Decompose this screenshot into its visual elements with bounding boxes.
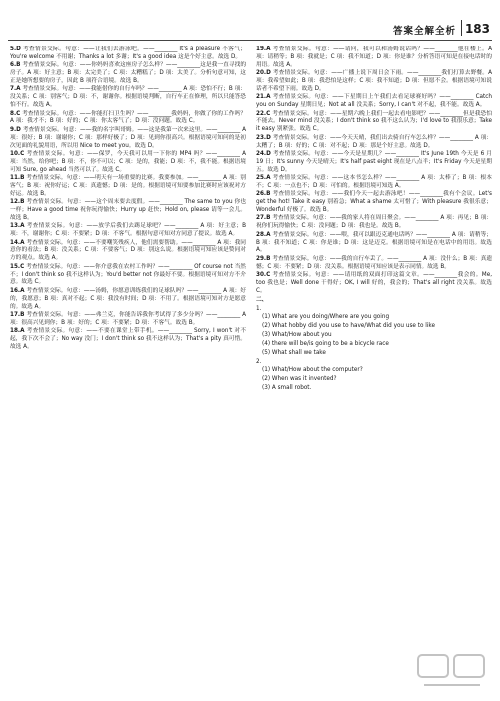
answer-number: 23.D bbox=[256, 134, 271, 141]
header-divider bbox=[461, 20, 462, 36]
answer-number: 6.B bbox=[10, 62, 21, 69]
answer-item bbox=[256, 175, 492, 191]
header-rule bbox=[8, 40, 492, 41]
watermark-logo bbox=[416, 651, 488, 691]
answer-text: 考查情景交际。句意：——我的名字叫哥姆。——这是我第一次来这里。——________ A 项：很好；B 项：谢谢你；C 项：那样好极了；D 项：见到你很高兴。根据语境可知问的是初次见面的礼貌用语，所以用 Nice to meet you。故选 D。 bbox=[10, 126, 246, 149]
answer-item bbox=[256, 111, 492, 135]
section-two-answer-line: (1) What are you doing/Where are you going bbox=[262, 314, 390, 321]
answer-number: 5.D bbox=[10, 46, 21, 52]
left-column bbox=[10, 46, 246, 694]
answer-number: 24.D bbox=[256, 150, 271, 157]
answer-number: 10.C bbox=[10, 150, 25, 157]
answer-item bbox=[10, 111, 246, 127]
answer-number: 30.C bbox=[256, 272, 271, 279]
answer-number: 22.C bbox=[256, 110, 271, 117]
answer-number: 15.C bbox=[10, 263, 25, 270]
section-two-answer-line: (2) What hobby did you use to have/What did you use to like bbox=[262, 323, 435, 330]
answer-text: 考查情景交际。句意：——你能打扫卫生吗？——________我妈妈，你做了你的工作吗？A 项：我才不；B 项：好的；C 项：你太客气了；D 项：没问题。故选 C。 bbox=[10, 110, 246, 125]
answer-item bbox=[10, 86, 246, 110]
answer-number: 25.A bbox=[256, 175, 271, 182]
section-two-title: 二、 bbox=[256, 296, 268, 303]
answer-item bbox=[10, 264, 246, 288]
answer-item bbox=[10, 46, 246, 62]
section-two-items bbox=[256, 306, 492, 393]
answer-text: 考查情景交际。句意：——保罗，今天我可以用一下你的 MP4 吗？——________ A 项：当然，给你吧；B 项：不，你不可以；C 项：是的，我能；D 项：不，我不能。根据语境可知 Sure, go ahead 当然可以了。故选 C。 bbox=[10, 150, 246, 173]
answer-text: 考查情景交际。句意：——喂，我可以跟迈克通电话吗？——________ A 项：请稍等；B 项：我不知道；C 项：你是谁；D 项：这是迈克。根据语境可知是在电话中的用语。故选 A。 bbox=[256, 231, 492, 254]
answer-text: 考查情景交际。句意：——弗兰克，你能告诉我你考试得了多少分吗？——________ A 项：很高兴见到你；B 项：好的；C 项：不要紧；D 项：不客气。故选 B。 bbox=[10, 311, 246, 326]
answer-text: 考查情景交际。句意：——今天天晴，我们出去骑自行车怎么样？——________ A 项：太糟了；B 项：好的；C 项：对不起；D 项：那是个好主意。故选 D。 bbox=[256, 134, 492, 149]
answer-item bbox=[256, 46, 492, 70]
answer-number: 17.B bbox=[10, 311, 25, 318]
answer-number: 13.A bbox=[10, 223, 25, 230]
header-title: 答案全解全析 bbox=[392, 26, 456, 37]
answer-number: 7.A bbox=[10, 86, 21, 93]
answer-item bbox=[256, 232, 492, 256]
section-two-answer-line: (3) A small robot. bbox=[262, 385, 312, 392]
answer-item bbox=[10, 151, 246, 175]
right-column bbox=[256, 46, 492, 694]
section-two-item-number: 2. bbox=[256, 358, 262, 365]
section-two-item-number: 1. bbox=[256, 305, 262, 312]
answer-text: 考查情景交际。句意：——下星期日上午我们去看足球赛好吗？——________ Catch you on Sunday 星期日见；Not at all 没关系；Sorry, I can't 对不起，我不能。故选 A。 bbox=[256, 94, 492, 109]
answer-item bbox=[256, 94, 492, 110]
answer-number: 14.A bbox=[10, 239, 25, 246]
section-two-answer-line: (4) there will be/is going to be a bicycle race bbox=[262, 340, 389, 347]
answer-number: 8.C bbox=[10, 110, 21, 117]
answer-item bbox=[10, 328, 246, 352]
section-two bbox=[256, 297, 492, 393]
answer-item bbox=[10, 240, 246, 264]
answer-number: 27.B bbox=[256, 215, 271, 222]
answer-text: 考查情景交际。句意：——这本书怎么样？——________ A 项：太棒了；B 项：根本不；C 项：一点也不；D 项：可怕的。根据语境可知选 A。 bbox=[256, 175, 492, 189]
answer-text: 考查情景交际。句意：——不要嘲笑残疾人，他们需要帮助。——________ A 项：我同意你的看法；B 项：没关系；C 项：不要客气；D 项：别这么说。根据语境可知应该是赞同对方的观点。故选 A。 bbox=[10, 239, 246, 262]
answer-number: 21.A bbox=[256, 94, 271, 101]
answer-item bbox=[10, 312, 246, 328]
answer-text: 考查情景交际。句意：——请用纸的双面打印这篇文章。——________我会的。Me, too 我也是；Well done 干得好；OK, I will 好的，我会的；That's all right 没关系。故选 C。 bbox=[256, 272, 492, 294]
answer-item bbox=[256, 135, 492, 151]
answer-text: 考查情景交际。句意：——星期六晚上我们一起去看电影吧？——________但是我恐怕不能去。Never mind 没关系；I don't think so 我不这么认为；I'd love to 我很乐意；Take it easy 别紧张。故选 C。 bbox=[256, 110, 492, 133]
page-number: 183 bbox=[464, 22, 490, 36]
answer-text: 考查情景交际。句意：——你妈妈喜欢这座房子怎么样？——________这是我一直寻找的房子。A 项：好主意；B 项：太完美了；C 项：太糟糕了；D 项：太美了。分析句意可知，这正是她所想要的房子，因此 B 项符合语境。故选 B。 bbox=[10, 62, 246, 84]
answer-item bbox=[256, 256, 492, 272]
answer-item bbox=[10, 175, 246, 199]
answer-item bbox=[10, 223, 246, 239]
answer-text: 考查情景交际。句意：——这个周末要去度假。——________ The same to you 你也一样；Have a good time 祝你玩得愉快；Hurry up 赶快；Hold on, please 请等一会儿。故选 B。 bbox=[10, 199, 246, 221]
answer-text: 考查情景交际。句意：——我的家人将在周日聚会。——________ A 项：再见；B 项：祝你们玩得愉快；C 项：没问题；D 项：我也是。故选 B。 bbox=[256, 215, 492, 230]
section-two-answer-line: (1) What/How about the computer? bbox=[262, 367, 363, 374]
answer-text: 考查情景交际。句意：——请问，我可以和汤姆说话吗？——________他在楼上。A 项：请稍等；B 项：我就是；C 项：我不知道；D 项：你是谁？分析答语可知是在接电话时的用语。故选 A。 bbox=[256, 46, 492, 68]
answer-text: 考查情景交际。句意：——让我们去游泳吧。——________ It's a pleasure 不客气；You're welcome 不用谢；Thanks a lot 多谢；It's a good idea 这是个好主意。故选 D。 bbox=[10, 46, 246, 60]
answer-number: 19.A bbox=[256, 46, 271, 52]
answer-number: 11.B bbox=[10, 175, 25, 182]
right-answers bbox=[256, 46, 492, 296]
answer-text: 考查情景交际。句意：——我的自行车丢了。——________ A 项：没什么；B 项：真遗憾；C 项：不要紧；D 项：没关系。根据语境可知应该是表示同情。故选 B。 bbox=[256, 255, 492, 270]
page-header bbox=[0, 0, 500, 44]
answer-text: 考查情景交际。句意：——明天有一场重要的比赛。我要参加。——________ A 项：别客气；B 项：祝你好运；C 项：真遗憾；D 项：是的。根据语境可知要参加比赛时应该祝对方好运。故选 B。 bbox=[10, 175, 246, 197]
answer-text: 考查情景交际。句意：——今天是星期几？——________ It's June 19th 今天是 6 月 19 日；It's sunny 今天是晴天；It's half past eight 现在是八点半；It's Friday 今天是星期五。故选 D。 bbox=[256, 150, 492, 173]
answer-text: 考查情景交际。句意：——广播上说下周日会下雨。——________我们打算去野餐。A 项：我希望如此；B 项：我恐怕是这样；C 项：我不知道；D 项：但愿不会。根据语境可知说话者不希望下雨。故选 D。 bbox=[256, 70, 492, 92]
section-two-answer-line: (5) What shall we take bbox=[262, 349, 326, 356]
answer-item bbox=[256, 191, 492, 215]
answer-number: 20.D bbox=[256, 70, 271, 77]
section-two-answer-line: (3) What/How about you bbox=[262, 332, 332, 339]
answer-item bbox=[10, 62, 246, 86]
answer-text: 考查情景交际。句意：——汤姆，你愿意训练我们的足球队吗？——________ A 项：好的，我愿意；B 项：真对不起；C 项：我没有时间；D 项：不用了。根据语境可知对方是愿意的。故选 A。 bbox=[10, 287, 246, 310]
answer-item bbox=[256, 215, 492, 231]
answer-number: 18.A bbox=[10, 328, 25, 335]
answer-item bbox=[256, 151, 492, 175]
answer-text: 考查情景交际。句意：——放学后我们去踢足球吧？——________ A 项：好主意；B 项：不，谢谢你；C 项：不要紧；D 项：不客气。根据句意可知对方同意了提议。故选 A。 bbox=[10, 223, 246, 238]
answer-item bbox=[256, 272, 492, 296]
answer-text: 考查情景交际。句意：——我能借你的自行车吗？——________ A 项：恐怕不行；B 项：没关系；C 项：别客气；D 项：不，谢谢你。根据语境判断，自行车正在修理，所以只能答恐怕不行。故选 A。 bbox=[10, 86, 246, 109]
answer-number: 16.A bbox=[10, 287, 25, 294]
answer-item bbox=[10, 127, 246, 151]
answer-text: 考查情景交际。句意：——不要在课堂上带手机。——________ Sorry, I won't 对不起，我下次不会了；No way 没门；I don't think so 我不这样认为；That's a pity 真可惜。故选 A。 bbox=[10, 328, 246, 350]
answer-number: 9.D bbox=[10, 126, 21, 133]
section-two-answer-line: (2) When was it invented? bbox=[262, 376, 337, 383]
answer-number: 28.A bbox=[256, 231, 271, 238]
answer-item bbox=[10, 199, 246, 223]
answer-text: 考查情景交际。句意：——我们今天一起去游泳吧！——________我有个会议。Let's get the hot! Take it easy 别着急；What a shame 太可惜了；With pleasure 我很乐意；Wonderful 好极了。故选 B。 bbox=[256, 191, 492, 214]
answer-number: 29.B bbox=[256, 255, 271, 262]
answer-item bbox=[10, 288, 246, 312]
answer-item bbox=[256, 70, 492, 94]
answer-number: 12.B bbox=[10, 199, 25, 206]
answer-text: 考查情景交际。句意：——你介意我在农村工作吗？——________ Of course not 当然不；I don't think so 我不这样认为；You'd better not 你最好不要。根据语境可知对方不介意。故选 C。 bbox=[10, 263, 246, 286]
answer-number: 26.B bbox=[256, 191, 271, 198]
